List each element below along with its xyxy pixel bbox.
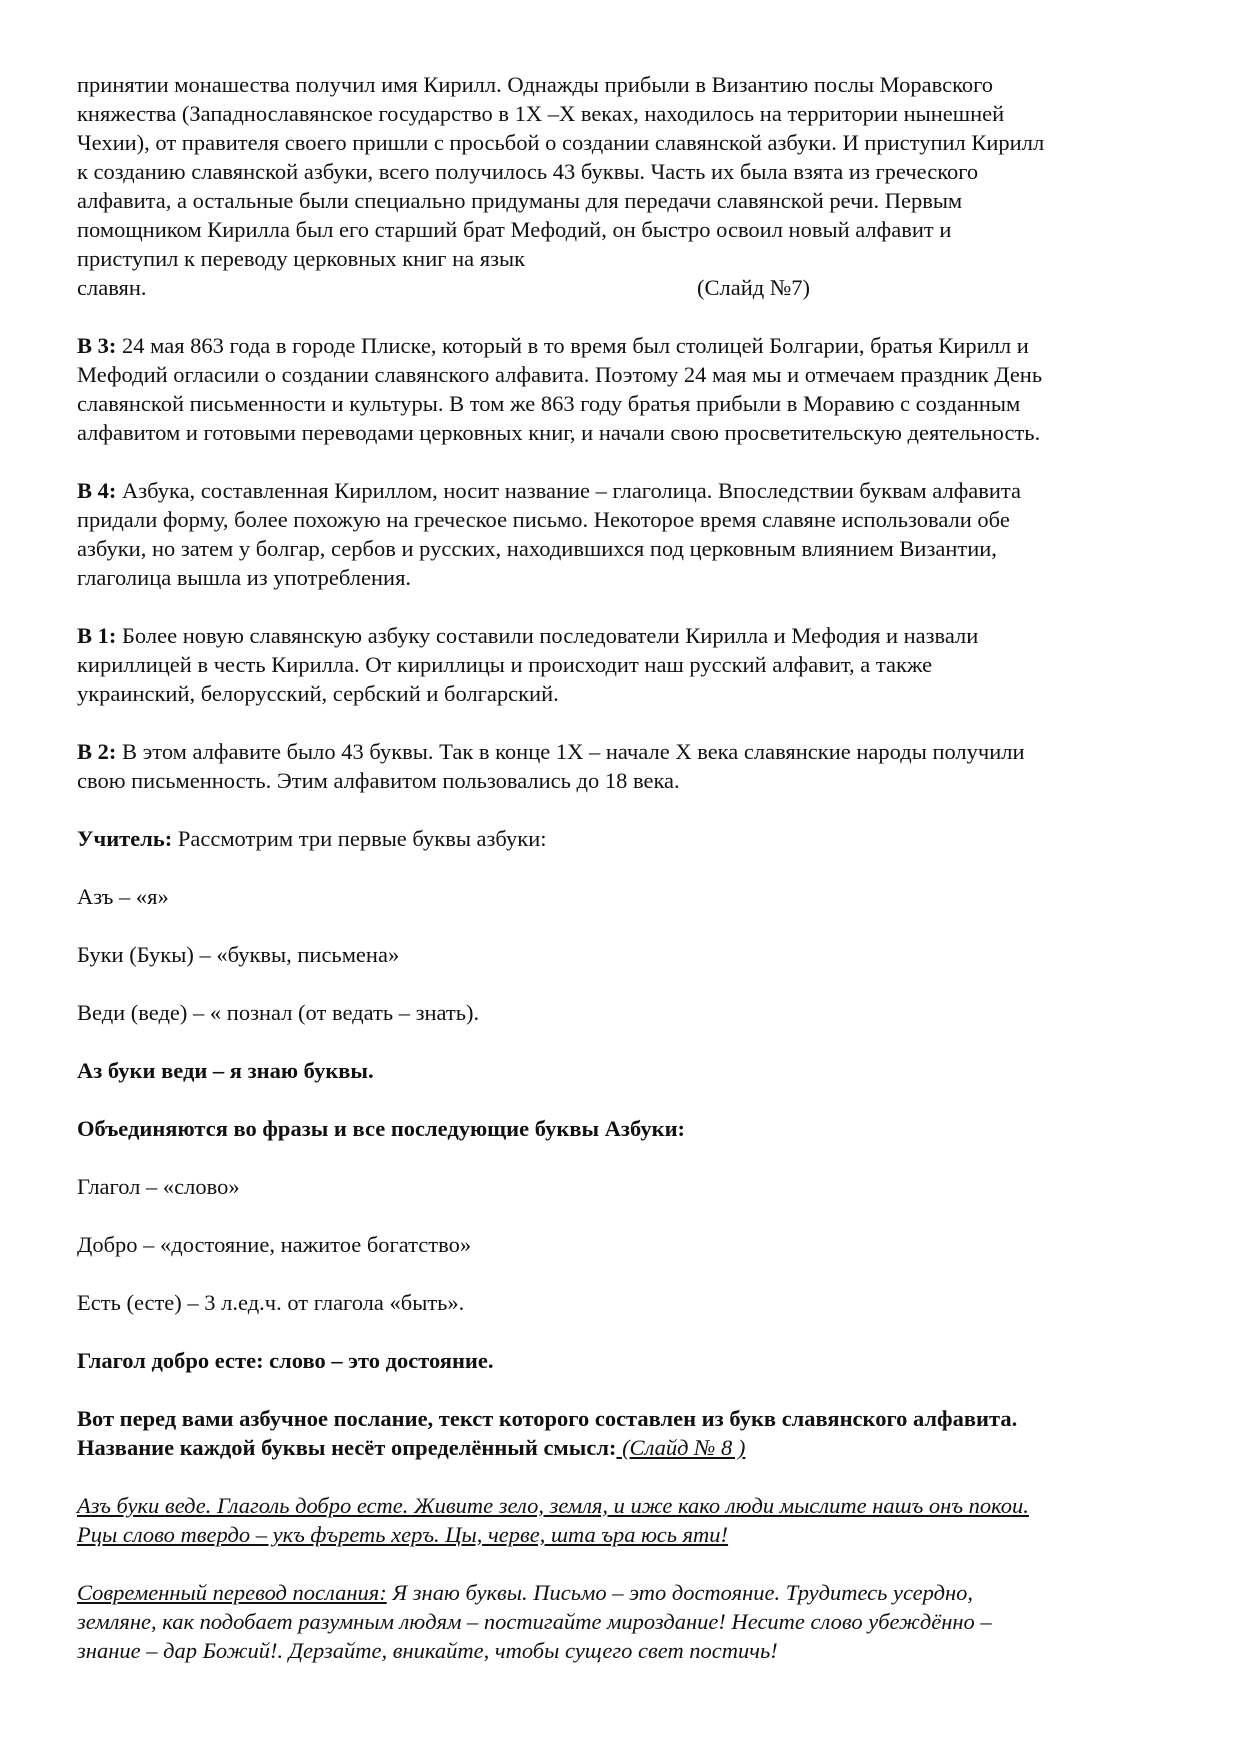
text-line: В 1: Более новую славянскую азбуку составили последователи Кирилла и Мефодия и назвали: [77, 623, 979, 648]
translation-label: Современный перевод послания:: [77, 1580, 387, 1605]
letter-meaning: Азъ – «я»: [77, 884, 169, 909]
speaker-label: Учитель:: [77, 826, 173, 851]
text-line: Вот перед вами азбучное послание, текст которого составлен из букв славянского алфавита.: [77, 1406, 1018, 1431]
text-line: приступил к переводу церковных книг на язык: [77, 246, 526, 271]
text-line: Мефодий огласили о создании славянского алфавита. Поэтому 24 мая мы и отмечаем праздник День: [77, 362, 1043, 387]
text-line: Название каждой буквы несёт определённый смысл: (Слайд № 8 ): [77, 1435, 746, 1460]
text-line: свою письменность. Этим алфавитом пользовались до 18 века.: [77, 768, 680, 793]
phrase-combined-letters: Объединяются во фразы и все последующие буквы Азбуки:: [77, 1116, 686, 1141]
text-line: знание – дар Божий!. Дерзайте, вникайте, чтобы сущего свет постичь!: [77, 1638, 778, 1663]
document-page: [77, 70, 1167, 1665]
letter-meaning: Буки (Букы) – «буквы, письмена»: [77, 942, 400, 967]
text-line: украинский, белорусский, сербский и болгарский.: [77, 681, 559, 706]
speaker-label: В 2:: [77, 739, 117, 764]
text-line: Рцы слово твердо – укъ фъреть херъ. Цы, черве, шта ъра юсь яти!: [77, 1522, 729, 1547]
text-line: славянской письменности и культуры. В том же 863 году братья прибыли в Моравию с созданным: [77, 391, 1021, 416]
text-line: [77, 273, 1167, 302]
paragraph-v1: [77, 621, 1167, 708]
speaker-label: В 1:: [77, 623, 117, 648]
paragraph-cyril-alphabet: [77, 70, 1167, 302]
text-line: В 3: 24 мая 863 года в городе Плиске, который в то время был столицей Болгарии, братья Кирилл и: [77, 333, 1029, 358]
slide-ref: (Слайд №7): [697, 275, 811, 300]
text-line: княжества (Западнославянское государство в 1Х –Х веках, находилось на территории нынешней: [77, 101, 1005, 126]
text-line: алфавитом и готовыми переводами церковных книг, и начали свою просветительскую деятельность.: [77, 420, 1041, 445]
speaker-label: В 3:: [77, 333, 117, 358]
paragraph-v3: [77, 331, 1167, 447]
text-line: придали форму, более похожую на греческое письмо. Некоторое время славяне использовали обе: [77, 507, 1010, 532]
letter-meaning: Добро – «достояние, нажитое богатство»: [77, 1232, 472, 1257]
speaker-label: В 4:: [77, 478, 117, 503]
text-line: В 4: Азбука, составленная Кириллом, носит название – глаголица. Впоследствии буквам алфавита: [77, 478, 1022, 503]
text-line: кириллицей в честь Кирилла. От кириллицы и происходит наш русский алфавит, а также: [77, 652, 933, 677]
last-word: славян.: [77, 275, 147, 300]
modern-translation: [77, 1578, 1167, 1665]
alphabet-message: [77, 1491, 1167, 1549]
paragraph-v4: [77, 476, 1167, 592]
phrase-az-buki-vedi: Аз буки веди – я знаю буквы.: [77, 1058, 374, 1083]
text-line: алфавита, а остальные были специально придуманы для передачи славянской речи. Первым: [77, 188, 963, 213]
text-line: земляне, как подобает разумным людям – постигайте мироздание! Несите слово убеждённо –: [77, 1609, 992, 1634]
text-line: Азъ буки веде. Глаголь добро есте. Живите зело, земля, и иже како люди мыслите нашъ онъ покои.: [77, 1493, 1029, 1518]
text-line: принятии монашества получил имя Кирилл. Однажды прибыли в Византию послы Моравского: [77, 72, 994, 97]
message-intro: [77, 1404, 1167, 1462]
letter-meaning: Глагол – «слово»: [77, 1174, 240, 1199]
slide-ref: (Слайд № 8 ): [616, 1435, 746, 1460]
text-line: Современный перевод послания: Я знаю буквы. Письмо – это достояние. Трудитесь усердно,: [77, 1580, 974, 1605]
text-line: В 2: В этом алфавите было 43 буквы. Так в конце 1Х – начале Х века славянские народы получили: [77, 739, 1025, 764]
teacher-line: Учитель: Рассмотрим три первые буквы азбуки:: [77, 826, 547, 851]
phrase-glagol-dobro: Глагол добро есте: слово – это достояние.: [77, 1348, 494, 1373]
text-line: к созданию славянской азбуки, всего получилось 43 буквы. Часть их была взята из греческого: [77, 159, 979, 184]
text-line: Чехии), от правителя своего пришли с просьбой о создании славянской азбуки. И приступил Кирилл: [77, 130, 1045, 155]
letter-meaning: Есть (есте) – 3 л.ед.ч. от глагола «быть».: [77, 1290, 465, 1315]
text-line: помощником Кирилла был его старший брат Мефодий, он быстро освоил новый алфавит и: [77, 217, 952, 242]
paragraph-v2: [77, 737, 1167, 795]
letter-meaning: Веди (веде) – « познал (от ведать – знать).: [77, 1000, 480, 1025]
text-line: азбуки, но затем у болгар, сербов и русских, находившихся под церковным влиянием Византии,: [77, 536, 997, 561]
text-line: глаголица вышла из употребления.: [77, 565, 412, 590]
